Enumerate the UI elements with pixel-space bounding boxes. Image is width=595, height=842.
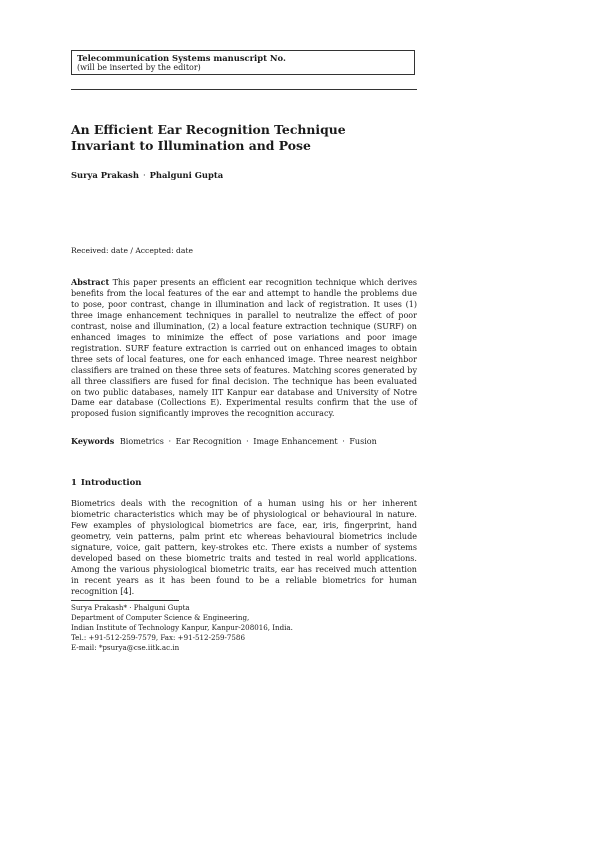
footnote-line: E-mail: *psurya@cse.iitk.ac.in [71,642,180,652]
journal-header-box [71,50,415,75]
section-title: Introduction [80,478,142,488]
author-name: Surya Prakash [71,170,139,180]
footnote-line: Department of Computer Science & Engineering, [71,612,250,622]
author-separator: · [142,170,146,180]
keywords [71,436,417,447]
footnote-rule [71,600,179,601]
keyword: Fusion [349,437,377,446]
keyword-separator: · [342,437,345,446]
section-number: 1 [71,478,77,488]
journal-subtitle: (will be inserted by the editor) [77,63,201,72]
footnote-line: Surya Prakash* · Phalguni Gupta [71,603,190,612]
author-name: Phalguni Gupta [149,170,224,180]
section-heading [71,478,141,488]
paper-title: An Efficient Ear Recognition Technique Invariant to Illumination and Pose [71,122,346,153]
keyword: Image Enhancement [253,437,338,446]
journal-title: Telecommunication Systems manuscript No. [77,53,286,63]
keywords-label: Keywords [71,436,115,446]
abstract-text: This paper presents an efficient ear recognition technique which derives benefits from the local features of the ear and attempt to handle the problems due to pose, poor contrast, change in illumination and lack of registration. It uses (1) three image enhancement techniques in parallel to neutralize the effect of poor contrast, noise and illumination, (2) a local feature extraction technique (SURF) on enhanced images to minimize the effect of pose variations and poor image registration. SURF feature extraction is carried out on enhanced images to obtain three sets of local features, one for each enhanced image. Three nearest neighbor classifiers are trained on these three sets of features. Matching scores generated by all three classifiers are fused for final decision. The technique has been evaluated on two public databases, namely IIT Kanpur ear database and University of Notre Dame ear database (Collections E). Experimental results confirm that the use of proposed fusion significantly improves the recognition accuracy. [71,278,417,419]
footnote-line: Tel.: +91-512-259-7579, Fax: +91-512-259-7586 [71,632,245,642]
keyword: Biometrics [119,437,164,446]
abstract [71,277,417,420]
author-footnote [71,603,293,653]
keyword: Ear Recognition [175,437,242,446]
received-line: Received: date / Accepted: date [71,246,193,255]
author-list [71,170,223,180]
keyword-separator: · [168,437,172,446]
header-rule [71,89,417,90]
footnote-line: Indian Institute of Technology Kanpur, Kanpur-208016, India. [71,622,293,632]
keyword-separator: · [246,437,249,446]
introduction-paragraph: Biometrics deals with the recognition of a human using his or her inherent biometric characteristics which may be of physiological or behavioural in nature. Few examples of physiological biometrics are face, ear, iris, fingerprint, hand geometry, vein patterns, palm print etc whereas behavioural biometrics include signature, voice, gait pattern, key-strokes etc. There exists a number of systems developed based on these biometric traits and tested in real world applications. Among the various physiological biometric traits, ear has received much attention in recent years as it has been found to be a reliable biometrics for human recognition [4]. [71,499,417,596]
abstract-label: Abstract [71,277,110,287]
